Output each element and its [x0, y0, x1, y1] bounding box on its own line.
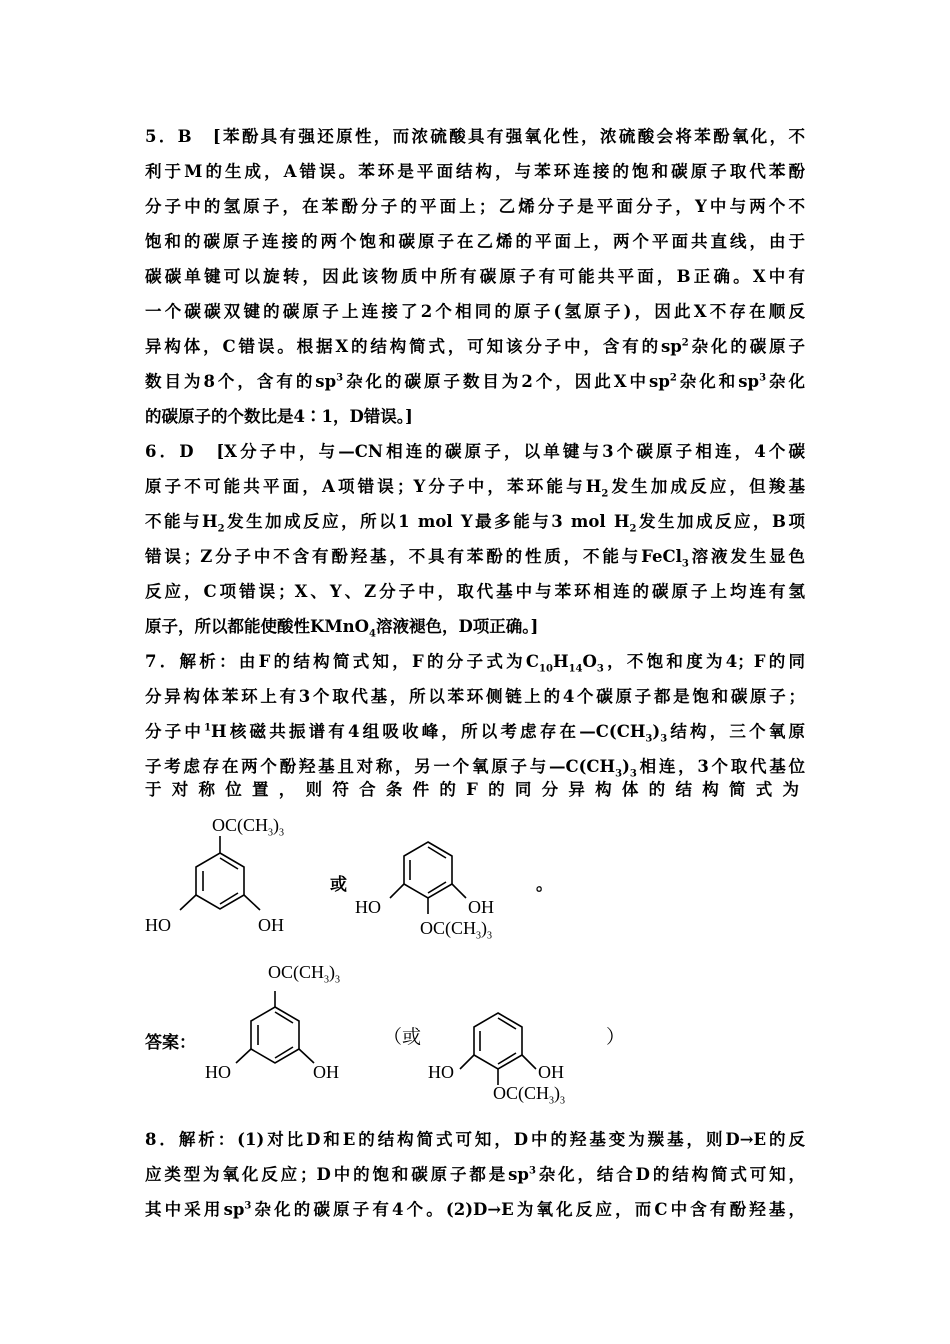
superscript: 2 [681, 337, 689, 349]
subscript: 3 [560, 1095, 566, 1107]
answer-or-open: （或 [383, 1026, 422, 1048]
q7-line-1-text-d: ，不饱和度为4；F的同 [603, 652, 805, 671]
subscript: 3 [615, 768, 623, 780]
oc-close: ) [554, 1083, 561, 1103]
q7-line-4-text-c: 相连，3个取代基位 [636, 757, 805, 776]
subscript: 14 [568, 663, 583, 675]
q6-line-3 [145, 512, 805, 535]
q6-line-6-text-a: 原子，所以都能使酸性KMnO [145, 617, 369, 636]
ho-label: HO [205, 1062, 231, 1082]
q5-line-7-text-b: 杂化的碳原子 [688, 337, 805, 356]
oc-text: OC(CH [420, 918, 477, 938]
oc-ch3-3-label [493, 1083, 566, 1107]
subscript: 3 [596, 663, 604, 675]
q7-line-5: 于对称位置，则符合条件的F的同分异构体的结构简式为 [145, 780, 805, 799]
q8-line-3-text-b: 杂化的碳原子有4个。(2)D→E为氧化反应，而C中含有酚羟基， [251, 1200, 806, 1219]
oc-close: ) [329, 962, 336, 982]
oc-text: OC(CH [212, 815, 269, 835]
q5-line-8-text-d: 杂化 [766, 372, 806, 391]
q7-line-1-text-a: 7．解析：由F的结构简式知，F的分子式为C [145, 652, 540, 671]
subscript: 2 [629, 523, 637, 535]
oc-text: OC(CH [268, 962, 325, 982]
q7-line-2: 分异构体苯环上有3个取代基，所以苯环侧链上的4个碳原子都是饱和碳原子； [145, 687, 805, 706]
oc-ch3-3-label [212, 815, 285, 839]
q8-line-2-text-a: 应类型为氧化反应；D中的饱和碳原子都是sp [145, 1165, 529, 1184]
superscript: 1 [204, 722, 212, 734]
oc-text: OC(CH [493, 1083, 550, 1103]
q7-line-1 [145, 652, 805, 675]
q5-line-1: 5．B [苯酚具有强还原性，而浓硫酸具有强氧化性，浓硫酸会将苯酚氧化，不 [145, 127, 805, 146]
oh-label: OH [538, 1062, 564, 1082]
q5-line-8-text-c: 杂化和sp [676, 372, 760, 391]
superscript: 3 [244, 1200, 252, 1212]
subscript: 3 [487, 930, 493, 942]
q7-line-3-text-d: 结构，三个氧原 [667, 722, 806, 741]
answer-label: 答案： [145, 1033, 196, 1053]
subscript: 2 [217, 523, 225, 535]
q6-line-2-text-b: 发生加成反应，但羧基 [608, 477, 806, 496]
q8-line-2-text-b: 杂化，结合D的结构简式可知， [535, 1165, 805, 1184]
superscript: 2 [669, 372, 677, 384]
q8-line-3-text-a: 其中采用sp [145, 1200, 245, 1219]
q7-line-1-text-b: H [552, 652, 569, 671]
superscript: 3 [528, 1165, 536, 1177]
q5-line-5: 碳碳单键可以旋转，因此该物质中所有碳原子有可能共平面，B正确。X中有 [145, 267, 805, 286]
subscript: 3 [681, 558, 689, 570]
q5-line-8 [145, 372, 805, 392]
q7-line-3 [145, 722, 806, 745]
q5-line-4: 饱和的碳原子连接的两个饱和碳原子在乙烯的平面上，两个平面共直线，由于 [145, 232, 805, 251]
q6-line-3-text-a: 不能与H [145, 512, 218, 531]
or-text: 或 [330, 875, 347, 895]
q5-line-6: 一个碳碳双键的碳原子上连接了2个相同的原子(氢原子)，因此X不存在顺反 [145, 302, 805, 321]
q5-line-7-text-a: 异构体，C错误。根据X的结构简式，可知该分子中，含有的sp [145, 337, 682, 356]
q5-line-7 [145, 337, 805, 357]
q7-line-4-text-a: 子考虑存在两个酚羟基且对称，另一个氧原子与—C(CH [145, 757, 616, 776]
subscript: 3 [629, 768, 637, 780]
ho-label: HO [355, 897, 381, 917]
q6-line-3-text-b: 发生加成反应，所以1 mol Y最多能与3 mol H [224, 512, 630, 531]
q6-line-2-text-a: 原子不可能共平面，A项错误；Y分子中，苯环能与H [145, 477, 602, 496]
q7-line-4-text-b: ) [622, 757, 630, 776]
q8-line-3 [145, 1200, 805, 1220]
q6-line-1: 6．D [X分子中，与—CN相连的碳原子，以单键与3个碳原子相连，4个碳 [145, 442, 805, 461]
superscript: 3 [759, 372, 767, 384]
q6-line-6 [145, 617, 805, 640]
oc-ch3-3-label [268, 962, 341, 986]
q7-line-3-text-a: 分子中 [145, 722, 205, 741]
oh-label: OH [313, 1062, 339, 1082]
subscript: 3 [549, 1095, 555, 1107]
q6-line-4-text-a: 错误；Z分子中不含有酚羟基，不具有苯酚的性质，不能与FeCl [145, 547, 682, 566]
subscript: 4 [368, 628, 376, 640]
oc-ch3-3-label [420, 918, 493, 942]
q6-line-4-text-b: 溶液发生显色 [688, 547, 805, 566]
q8-line-2 [145, 1165, 805, 1185]
q6-line-3-text-c: 发生加成反应，B项 [636, 512, 805, 531]
subscript: 3 [268, 827, 274, 839]
oc-close: ) [481, 918, 488, 938]
q7-line-4 [145, 757, 805, 780]
subscript: 2 [601, 488, 609, 500]
q6-line-2 [145, 477, 806, 500]
subscript: 3 [335, 974, 341, 986]
ho-label: HO [145, 915, 171, 935]
answer-or-close: ） [606, 1026, 626, 1048]
q6-line-4 [145, 547, 805, 570]
q7-line-3-text-b: H核磁共振谱有4组吸收峰，所以考虑存在—C(CH [211, 722, 646, 741]
oh-label: OH [468, 897, 494, 917]
ho-label: HO [428, 1062, 454, 1082]
q5-line-8-text-a: 数目为8个，含有的sp [145, 372, 337, 391]
subscript: 3 [324, 974, 330, 986]
q5-line-2: 利于M的生成，A错误。苯环是平面结构，与苯环连接的饱和碳原子取代苯酚 [145, 162, 805, 181]
subscript: 3 [645, 733, 653, 745]
superscript: 3 [336, 372, 344, 384]
q5-line-8-text-b: 杂化的碳原子数目为2个，因此X中sp [343, 372, 670, 391]
q7-line-3-text-c: ) [652, 722, 661, 741]
q6-line-5: 反应，C项错误；X、Y、Z分子中，取代基中与苯环相连的碳原子上均连有氢 [145, 582, 805, 601]
q5-line-3: 分子中的氢原子，在苯酚分子的平面上；乙烯分子是平面分子，Y中与两个不 [145, 197, 805, 216]
q8-line-1: 8．解析：(1)对比D和E的结构简式可知，D中的羟基变为羰基，则D→E的反 [145, 1130, 805, 1149]
q6-line-6-text-b: 溶液褪色，D项正确。] [375, 617, 539, 636]
oh-label: OH [258, 915, 284, 935]
subscript: 3 [279, 827, 285, 839]
q5-line-9: 的碳原子的个数比是4∶1，D错误。] [145, 407, 413, 426]
subscript: 3 [660, 733, 668, 745]
subscript: 10 [539, 663, 553, 675]
period-text: 。 [536, 875, 553, 895]
q7-line-1-text-c: O [582, 652, 597, 671]
subscript: 3 [476, 930, 482, 942]
oc-close: ) [273, 815, 280, 835]
